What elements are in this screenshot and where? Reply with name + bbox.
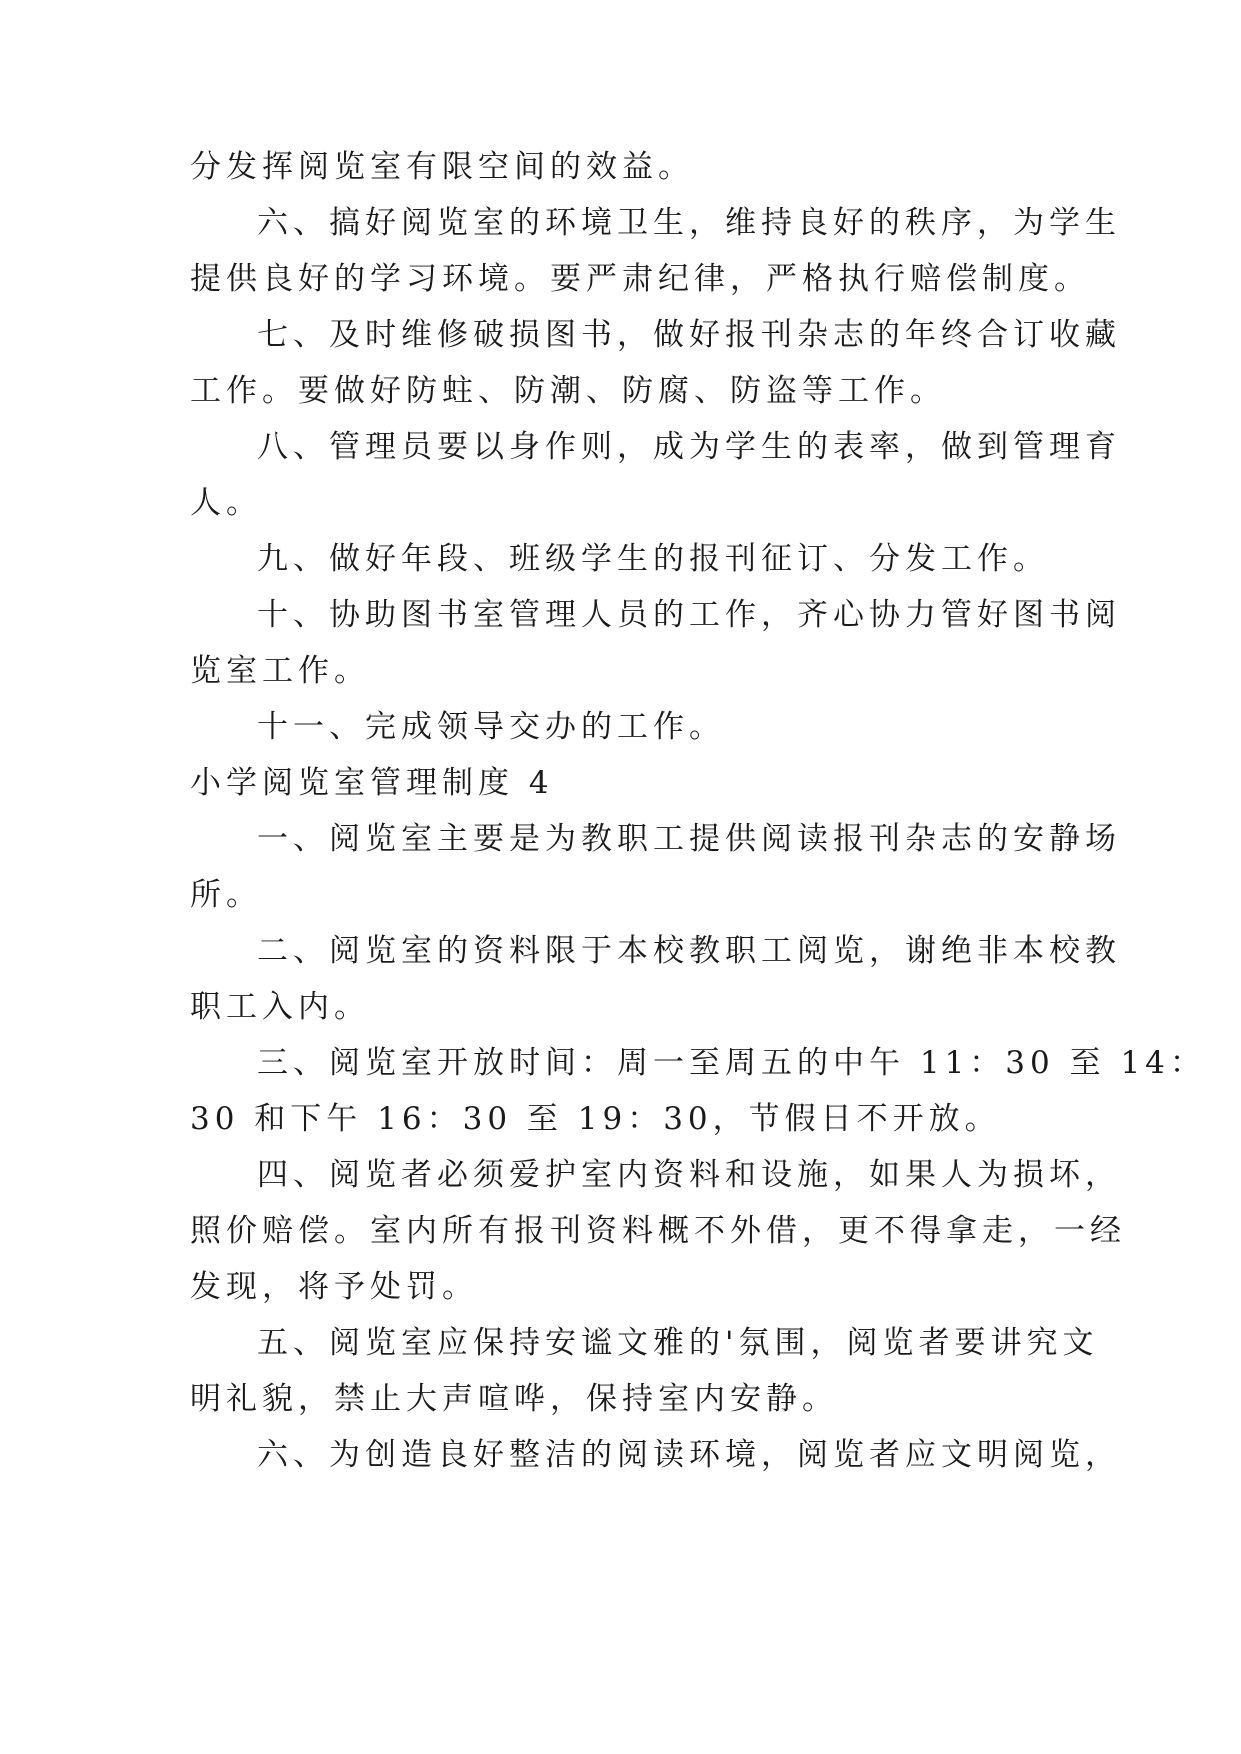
text-line: 十、协助图书室管理人员的工作，齐心协力管好图书阅 bbox=[257, 597, 1121, 633]
text-line: 人。 bbox=[190, 485, 262, 521]
text-line: 发现，将予处罚。 bbox=[190, 1269, 478, 1305]
text-line: 五、阅览室应保持安谧文雅的'氛围，阅览者要讲究文 bbox=[257, 1325, 1099, 1361]
text-line: 一、阅览室主要是为教职工提供阅读报刊杂志的安静场 bbox=[257, 821, 1121, 857]
text-line: 四、阅览者必须爱护室内资料和设施，如果人为损坏， bbox=[257, 1157, 1121, 1193]
text-line: 八、管理员要以身作则，成为学生的表率，做到管理育 bbox=[257, 429, 1121, 465]
text-line: 览室工作。 bbox=[190, 653, 370, 689]
text-line: 所。 bbox=[190, 877, 262, 913]
section-heading: 小学阅览室管理制度 4 bbox=[190, 765, 554, 801]
text-line: 六、为创造良好整洁的阅读环境，阅览者应文明阅览， bbox=[257, 1437, 1121, 1473]
text-line: 六、搞好阅览室的环境卫生，维持良好的秩序，为学生 bbox=[257, 205, 1121, 241]
text-line: 三、阅览室开放时间：周一至周五的中午 11：30 至 14： bbox=[257, 1045, 1206, 1081]
text-line: 九、做好年段、班级学生的报刊征订、分发工作。 bbox=[257, 541, 1049, 577]
text-line: 分发挥阅览室有限空间的效益。 bbox=[190, 149, 694, 185]
text-line: 明礼貌，禁止大声喧哗，保持室内安静。 bbox=[190, 1381, 838, 1417]
text-line: 工作。要做好防蛀、防潮、防腐、防盗等工作。 bbox=[190, 373, 946, 409]
text-line: 七、及时维修破损图书，做好报刊杂志的年终合订收藏 bbox=[257, 317, 1121, 353]
text-line: 职工入内。 bbox=[190, 989, 370, 1025]
text-line: 十一、完成领导交办的工作。 bbox=[257, 709, 725, 745]
text-line: 照价赔偿。室内所有报刊资料概不外借，更不得拿走，一经 bbox=[190, 1213, 1126, 1249]
text-line: 提供良好的学习环境。要严肃纪律，严格执行赔偿制度。 bbox=[190, 261, 1090, 297]
text-line: 二、阅览室的资料限于本校教职工阅览，谢绝非本校教 bbox=[257, 933, 1121, 969]
text-line: 30 和下午 16：30 至 19：30，节假日不开放。 bbox=[190, 1101, 1001, 1137]
